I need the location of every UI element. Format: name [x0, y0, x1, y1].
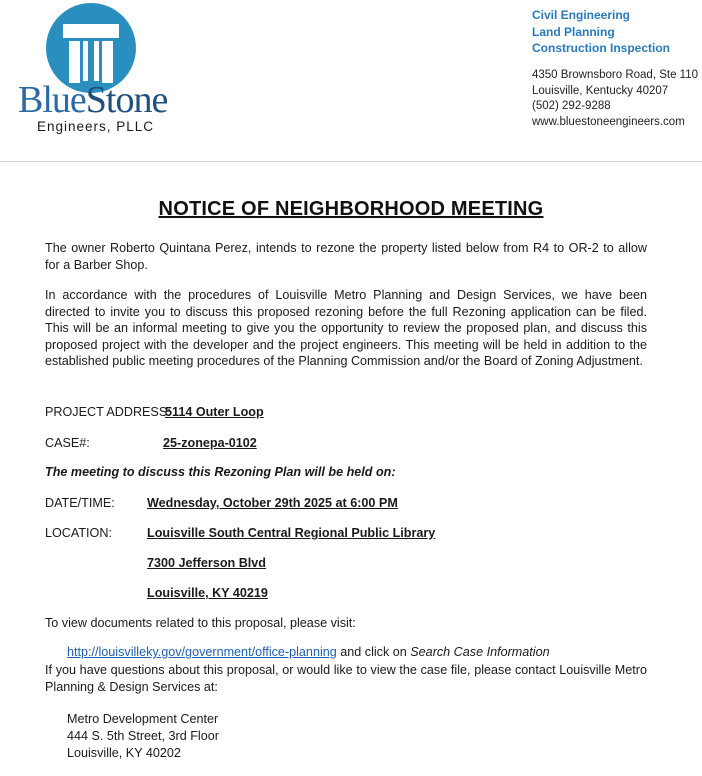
intro-paragraph: The owner Roberto Quintana Perez, intends to rezone the property listed below from R4 to OR-2 to allow for a Barber Shop. — [45, 241, 647, 272]
procedure-paragraph: In accordance with the procedures of Louisville Metro Planning and Design Services, we have been directed to invite you to discuss this proposed rezoning before the full Rezoning application can be filed. This will be an informal meeting to give you the opportunity to review the proposed plan, and discuss this proposed project with the developer and the project engineers. This meeting will be held in addition to the established public meeting procedures of the Planning Commission and/or the Board of Zoning Adjustment. — [45, 288, 647, 368]
datetime-label: DATE/TIME: — [45, 496, 115, 510]
services-list — [532, 7, 670, 57]
link-suffix: and click on — [336, 645, 411, 659]
project-address-label: PROJECT ADDRESS: — [45, 405, 171, 419]
project-address-value: 5114 Outer Loop — [165, 405, 264, 419]
logo-subtitle: Engineers, PLLC — [37, 119, 155, 134]
service-item: Land Planning — [532, 24, 615, 39]
meeting-note: The meeting to discuss this Rezoning Plan will be held on: — [45, 465, 396, 479]
location-label: LOCATION: — [45, 526, 112, 540]
contact-phone: (502) 292-9288 — [532, 100, 611, 112]
company-contact — [532, 68, 698, 130]
service-item: Civil Engineering — [532, 8, 631, 22]
page-title: NOTICE OF NEIGHBORHOOD MEETING — [158, 198, 544, 220]
metro-address-line: 444 S. 5th Street, 3rd Floor — [67, 729, 219, 743]
contact-city: Louisville, Kentucky 40207 — [532, 84, 669, 97]
metro-address — [67, 711, 219, 762]
metro-address-line: Metro Development Center — [67, 712, 219, 726]
planning-link-line — [67, 645, 550, 659]
search-case-text: Search Case Information — [410, 645, 550, 659]
location-line-3: Louisville, KY 40219 — [147, 586, 268, 600]
planning-link[interactable]: http://louisvilleky.gov/government/office-planning — [67, 645, 337, 659]
datetime-value: Wednesday, October 29th 2025 at 6:00 PM — [147, 496, 398, 510]
header-divider — [0, 161, 702, 162]
contact-street: 4350 Brownsboro Road, Ste 110 — [532, 69, 699, 81]
location-line-2: 7300 Jefferson Blvd — [147, 556, 266, 570]
location-line-1: Louisville South Central Regional Public Library — [147, 526, 436, 540]
questions-paragraph: If you have questions about this proposal, or would like to view the case file, please contact Louisville Metro Planning & Design Services at: — [45, 663, 647, 694]
metro-address-line: Louisville, KY 40202 — [67, 746, 181, 760]
logo-word-stone: Stone — [85, 79, 168, 121]
view-docs-text: To view documents related to this proposal, please visit: — [45, 616, 356, 630]
case-label: CASE#: — [45, 436, 90, 450]
case-value: 25-zonepa-0102 — [163, 436, 257, 450]
logo-word-blue: Blue — [18, 79, 86, 121]
service-item: Construction Inspection — [532, 41, 670, 55]
logo-wordmark — [18, 78, 167, 122]
contact-website[interactable]: www.bluestoneengineers.com — [532, 115, 685, 128]
